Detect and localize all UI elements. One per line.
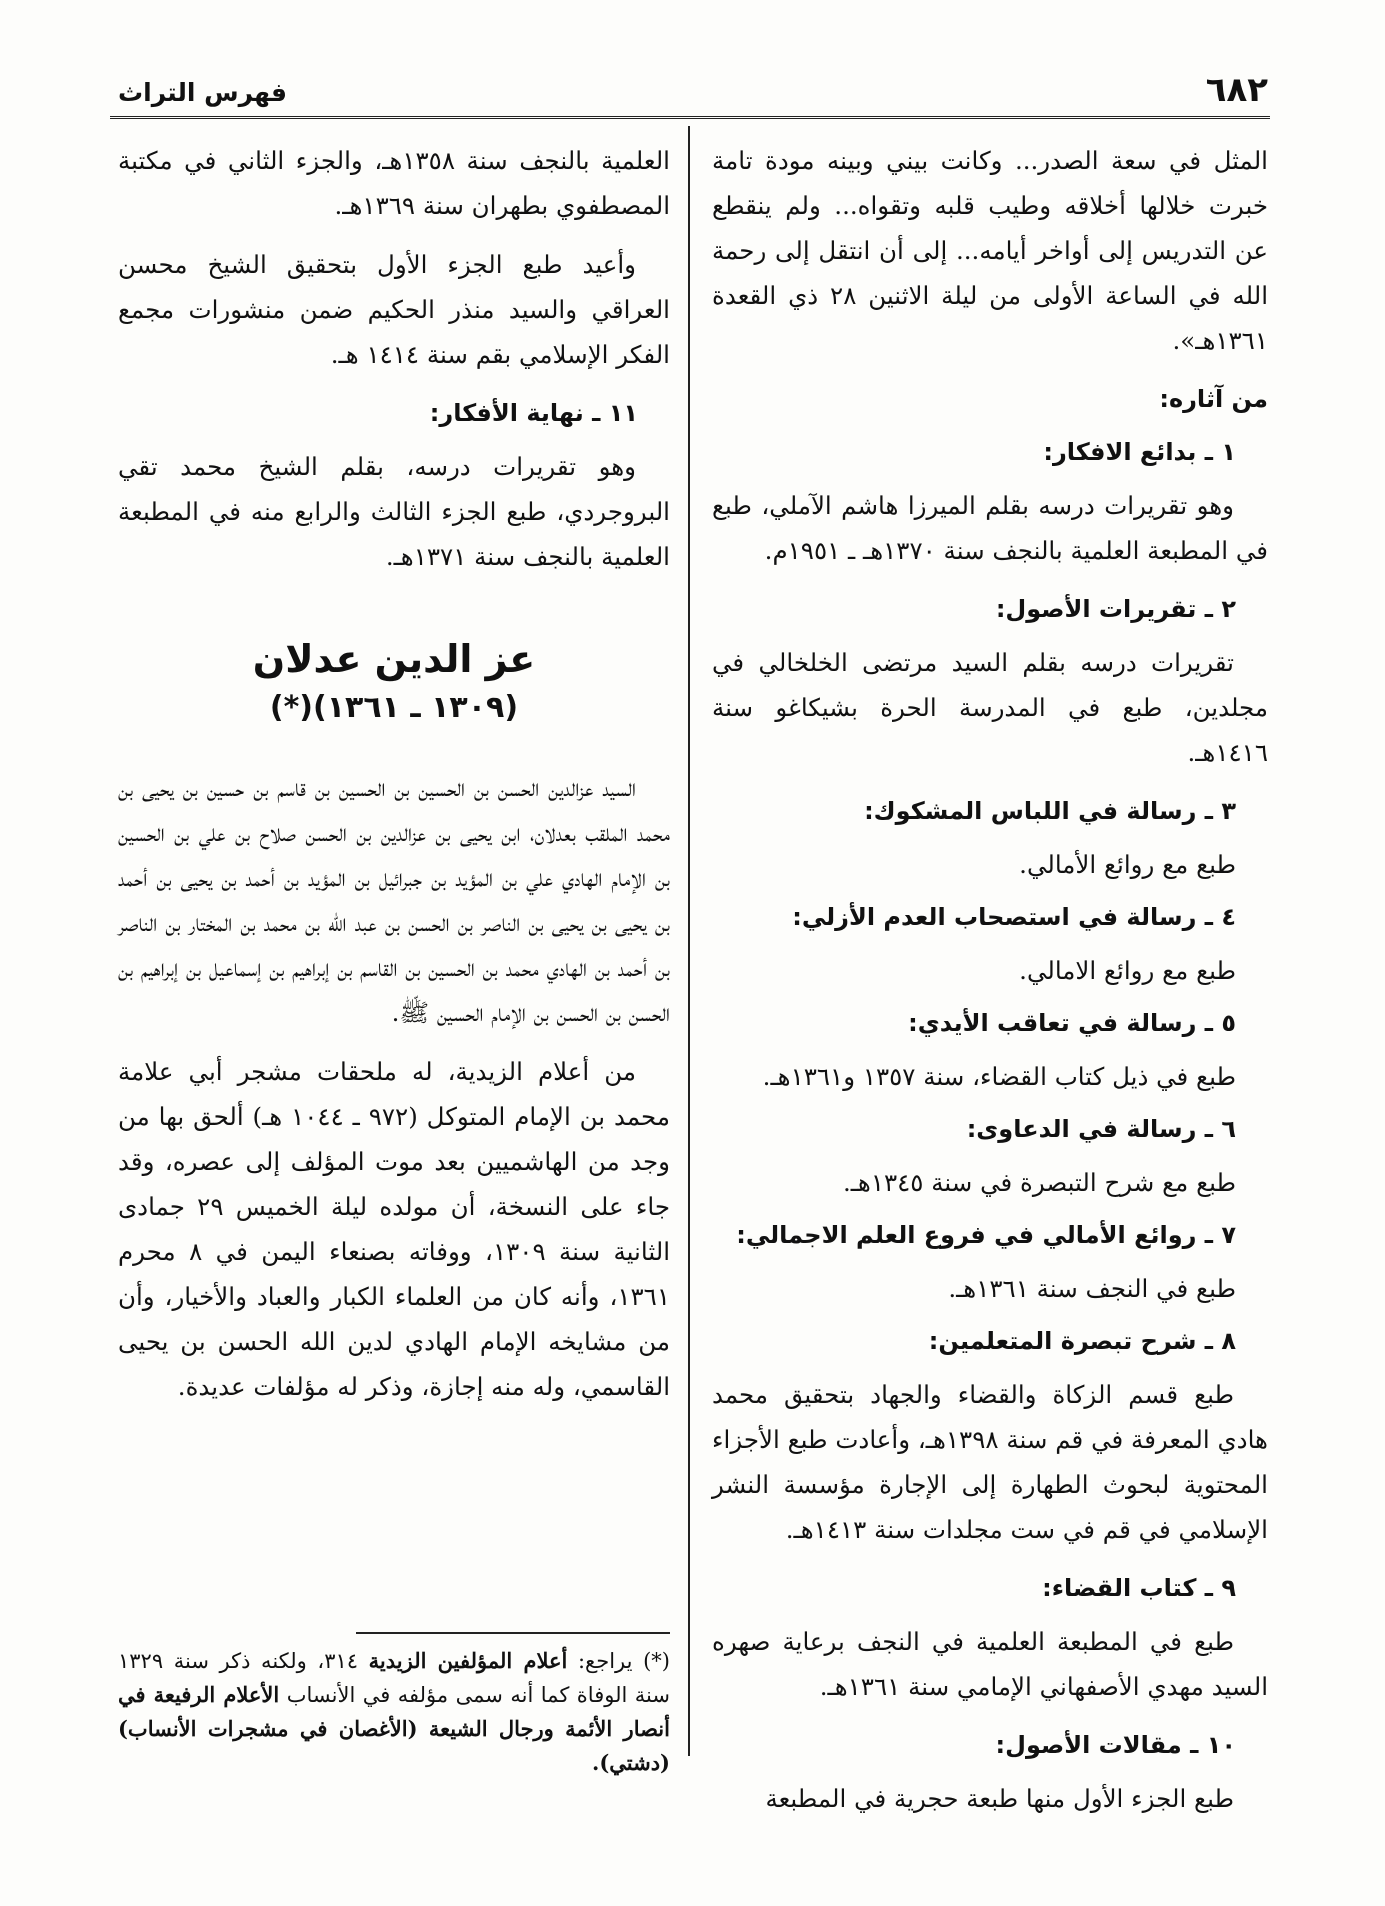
work-description: طبع قسم الزكاة والقضاء والجهاد بتحقيق محمد هادي المعرفة في قم سنة ١٣٩٨هـ، وأعادت طبع الأجزاء المحتوية لبحوث الطهارة إلى الإجارة مؤسسة النشر الإسلامي في قم في ست مجلدات سنة ١٤١٣هـ. [712, 1380, 1268, 1544]
page-number: ٦٨٢ [1205, 70, 1268, 110]
footnote-marker: (*) [643, 1649, 670, 1673]
work-description: تقريرات درسه بقلم السيد مرتضى الخلخالي في مجلدين، طبع في المدرسة الحرة بشيكاغو سنة ١٤١٦هـ. [712, 648, 1268, 767]
work-title: ٢ ـ تقريرات الأصول: [995, 595, 1236, 623]
person-dates: (١٣٠٩ ـ ١٣٦١)(*) [269, 690, 519, 725]
work-description: طبع مع روائع الامالي. [1019, 956, 1236, 985]
work-title: ٨ ـ شرح تبصرة المتعلمين: [928, 1327, 1236, 1355]
person-name: عز الدين عدلان [252, 637, 536, 681]
work-title: ١١ ـ نهاية الأفكار: [429, 399, 638, 427]
header-rule [110, 116, 1270, 119]
work-title: ٣ ـ رسالة في اللباس المشكوك: [864, 797, 1236, 825]
page-header [118, 70, 1268, 120]
footnote-source-title: أعلام المؤلفين الزيدية [368, 1648, 568, 1673]
works-heading: من آثاره: [1159, 385, 1268, 413]
work-title: ٥ ـ رسالة في تعاقب الأيدي: [908, 1009, 1236, 1037]
entry-title-block [118, 633, 670, 731]
work-description: طبع في النجف سنة ١٣٦١هـ. [948, 1274, 1236, 1303]
work-title: ٧ ـ روائع الأمالي في فروع العلم الاجمالي: [736, 1221, 1236, 1249]
work-description: وهو تقريرات درسه، بقلم الشيخ محمد تقي البروجردي، طبع الجزء الثالث والرابع منه في المطبعة العلمية بالنجف سنة ١٣٧١هـ. [118, 452, 670, 571]
work-title: ٤ ـ رسالة في استصحاب العدم الأزلي: [792, 903, 1236, 931]
footnote-text: يراجع: [577, 1649, 633, 1673]
reprint-paragraph: وأعيد طبع الجزء الأول بتحقيق الشيخ محسن العراقي والسيد منذر الحكيم ضمن منشورات مجمع الفكر الإسلامي بقم سنة ١٤١٤ هـ. [118, 250, 670, 369]
work-description: طبع مع روائع الأمالي. [1019, 850, 1236, 879]
biography-paragraph: من أعلام الزيدية، له ملحقات مشجر أبي علامة محمد بن الإمام المتوكل (٩٧٢ ـ ١٠٤٤ هـ) ألحق بها من وجد من الهاشميين بعد موت المؤلف إلى عصره، وقد جاء على النسخة، أن مولده ليلة الخميس ٢٩ جمادى الثانية سنة ١٣٠٩، ووفاته بصنعاء اليمن في ٨ محرم ١٣٦١، وأنه كان من العلماء الكبار والعباد والأخيار، وأن من مشايخه الإمام الهادي لدين الله الحسن بن يحيى القاسمي، وله منه إجازة، وذكر له مؤلفات عديدة. [118, 1057, 671, 1401]
footnote-source-title: الأعلام الرفيعة في أنصار الأئمة ورجال الشيعة (الأغصان في مشجرات الأنساب) (دشتي). [118, 1682, 670, 1775]
intro-paragraph: المثل في سعة الصدر... وكانت بيني وبينه مودة تامة خبرت خلالها أخلاقه وطيب قلبه وتقواه... ولم ينقطع عن التدريس إلى أواخر أيامه... إلى أن انتقل إلى رحمة الله في الساعة الأولى من ليلة الاثنين ٢٨ ذي القعدة ١٣٦١هـ». [712, 146, 1269, 355]
lineage-paragraph: السيد عزالدين الحسن بن الحسين بن الحسين بن قاسم بن حسين بن يحيى بن محمد الملقب بعدلان، ابن يحيى بن عزالدين بن الحسن صلاح بن علي بن الحسين بن الإمام الهادي علي بن المؤيد بن جبرائيل بن المؤيد بن أحمد بن يحيى بن أحمد بن يحيى بن يحيى بن الناصر بن الحسن بن عبد الله بن محمد بن المختار بن الناصر بن أحمد بن الهادي محمد بن الحسين بن القاسم بن إبراهيم بن إسماعيل بن إبراهيم بن الحسن بن الحسن بن الإمام الحسين ﷺ. [118, 773, 670, 1027]
column-divider [688, 126, 690, 1756]
work-description: طبع الجزء الأول منها طبعة حجرية في المطبعة [765, 1784, 1234, 1813]
footnote-rule [356, 1632, 670, 1634]
work-title: ٦ ـ رسالة في الدعاوى: [966, 1115, 1236, 1143]
left-column [118, 138, 670, 1423]
work-description: طبع في المطبعة العلمية في النجف برعاية صهره السيد مهدي الأصفهاني الإمامي سنة ١٣٦١هـ. [712, 1627, 1268, 1701]
footnote [118, 1644, 670, 1780]
work-description: طبع في ذيل كتاب القضاء، سنة ١٣٥٧ و١٣٦١هـ. [762, 1062, 1236, 1091]
running-title: فهرس التراث [118, 78, 288, 107]
right-column [712, 138, 1268, 1835]
work-title: ٩ ـ كتاب القضاء: [1042, 1574, 1236, 1602]
work-title: ١٠ ـ مقالات الأصول: [995, 1731, 1236, 1759]
work-description: طبع مع شرح التبصرة في سنة ١٣٤٥هـ. [842, 1168, 1236, 1197]
continuation-paragraph: العلمية بالنجف سنة ١٣٥٨هـ، والجزء الثاني في مكتبة المصطفوي بطهران سنة ١٣٦٩هـ. [118, 146, 670, 220]
work-title: ١ ـ بدائع الافكار: [1043, 438, 1236, 466]
footnote-text: ٣١٤، ولكنه ذكر سنة ١٣٢٩ سنة الوفاة كما أنه سمى مؤلفه في الأنساب [118, 1649, 670, 1707]
work-description: وهو تقريرات درسه بقلم الميرزا هاشم الآملي، طبع في المطبعة العلمية بالنجف سنة ١٣٧٠هـ ـ ١٩٥١م. [712, 491, 1268, 565]
